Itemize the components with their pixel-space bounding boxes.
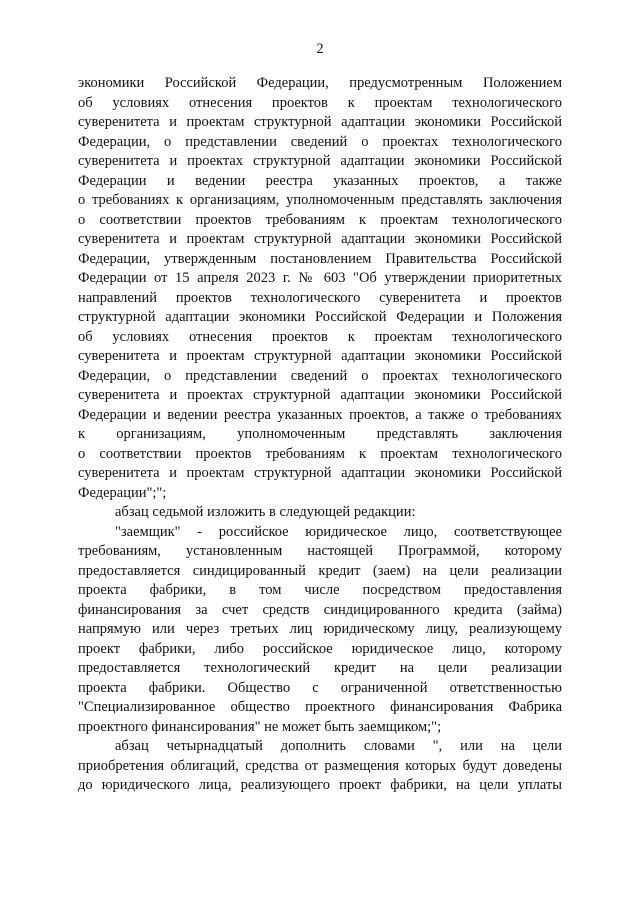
text-line: требованиям, установленным настоящей Программой, которому	[78, 543, 562, 559]
text-line: о соответствии проектов требованиям к проектам технологического	[78, 211, 562, 228]
text-line: "заемщик" - российское юридическое лицо, соответствующее	[115, 523, 562, 540]
text-line: абзац седьмой изложить в следующей редакции:	[115, 504, 416, 520]
text-line: Федерации, утвержденным постановлением Правительства Российской	[78, 250, 562, 267]
text-line: проектного финансирования" не может быть заемщиком;";	[78, 718, 442, 735]
text-line: Федерации и ведении реестра указанных проектов, а также о требованиях	[78, 406, 562, 423]
text-line: суверенитета и проектам структурной адаптации экономики Российской	[78, 348, 562, 364]
text-line: предоставляется технологический кредит на цели реализации	[78, 660, 562, 676]
text-line: суверенитета и проектам структурной адаптации экономики Российской	[78, 231, 562, 247]
text-line: проекта фабрики, в том числе посредством предоставления	[78, 582, 562, 598]
text-line: напрямую или через третьих лиц юридическому лицу, реализующему	[78, 621, 562, 637]
text-line: экономики Российской Федерации, предусмотренным Положением	[78, 75, 562, 91]
text-line: Федерации, о представлении сведений о проектах технологического	[78, 133, 562, 150]
text-line: суверенитета и проектах структурной адаптации экономики Российской	[78, 387, 562, 403]
text-line: о требованиях к организациям, уполномоченным представлять заключения	[78, 192, 562, 208]
text-line: направлений проектов технологического суверенитета и проектов	[78, 289, 562, 306]
text-line: к организациям, уполномоченным представлять заключения	[78, 426, 562, 442]
text-line: об условиях отнесения проектов к проектам технологического	[78, 94, 562, 111]
text-line: Федерации и ведении реестра указанных проектов, а также	[78, 172, 562, 189]
document-body	[78, 74, 562, 796]
text-line: суверенитета и проектам структурной адаптации экономики Российской	[78, 114, 562, 130]
text-line: предоставляется синдицированный кредит (заем) на цели реализации	[78, 562, 562, 579]
text-line: об условиях отнесения проектов к проектам технологического	[78, 328, 562, 345]
text-line: абзац четырнадцатый дополнить словами ", или на цели	[115, 738, 562, 754]
text-line: суверенитета и проектам структурной адаптации экономики Российской	[78, 465, 562, 481]
text-line: Федерации от 15 апреля 2023 г. № 603 "Об утверждении приоритетных	[78, 270, 562, 286]
text-line: о соответствии проектов требованиям к проектам технологического	[78, 445, 562, 462]
text-line: проекта фабрики. Общество с ограниченной ответственностью	[78, 679, 562, 696]
text-line: финансирования за счет средств синдицированного кредита (займа)	[78, 601, 562, 618]
text-line: Федерации";";	[78, 484, 167, 501]
text-line: "Специализированное общество проектного финансирования Фабрика	[78, 699, 562, 715]
text-line: суверенитета и проектах структурной адаптации экономики Российской	[78, 153, 562, 169]
text-line: Федерации, о представлении сведений о проектах технологического	[78, 367, 562, 384]
text-line: структурной адаптации экономики Российской Федерации и Положения	[78, 309, 562, 325]
text-line: проект фабрики, либо российское юридическое лицо, которому	[78, 640, 562, 657]
page-number: 2	[316, 41, 324, 57]
text-line: приобретения облигаций, средства от размещения которых будут доведены	[78, 757, 562, 774]
text-line: до юридического лица, реализующего проект фабрики, на цели уплаты	[78, 777, 562, 793]
